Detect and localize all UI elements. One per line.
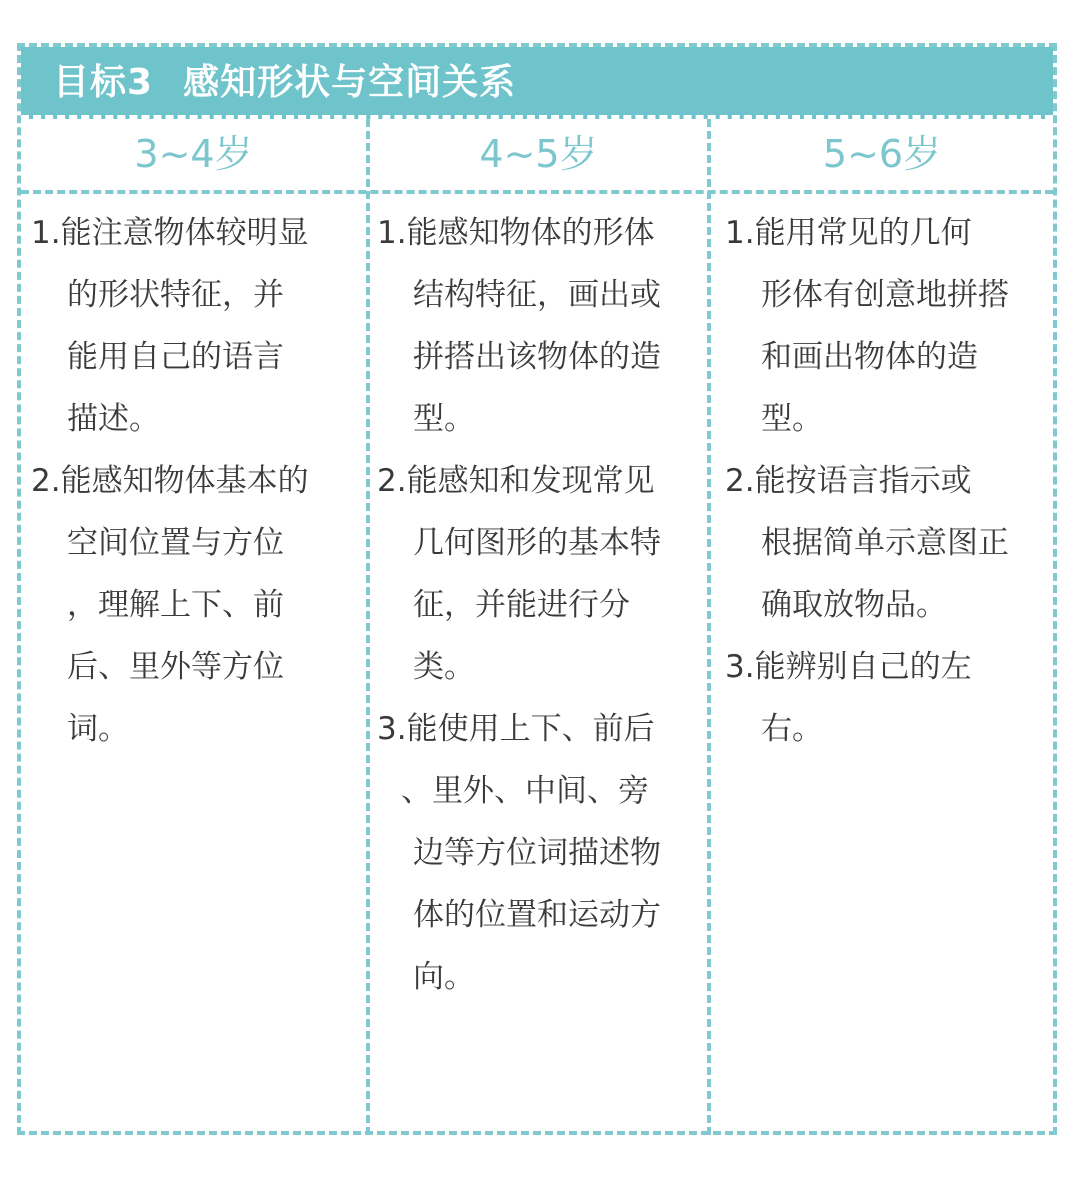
item-line: 3.能辨别自己的左 bbox=[725, 649, 972, 685]
item-line: 的形状特征，并 bbox=[67, 277, 284, 313]
item-line: 2.能感知和发现常见 bbox=[377, 463, 655, 499]
goal-number: 目标3 bbox=[53, 62, 154, 103]
goal-item bbox=[725, 450, 1045, 636]
title-bar bbox=[21, 47, 1053, 119]
table-title bbox=[53, 59, 516, 107]
item-line: 征，并能进行分 bbox=[413, 587, 630, 623]
goal-title: 感知形状与空间关系 bbox=[183, 62, 517, 103]
item-line: 形体有创意地拼搭 bbox=[761, 277, 1009, 313]
item-line: 向。 bbox=[413, 959, 475, 995]
item-line: 右。 bbox=[761, 711, 823, 747]
age-header-3-4: 3~4岁 bbox=[134, 132, 253, 176]
goals-table bbox=[17, 43, 1057, 1135]
age-header-row bbox=[21, 119, 1053, 194]
item-line: 拼搭出该物体的造 bbox=[413, 339, 661, 375]
goal-item bbox=[377, 202, 702, 450]
item-line: 2.能感知物体基本的 bbox=[31, 463, 309, 499]
column-divider bbox=[707, 119, 711, 1135]
item-line: 体的位置和运动方 bbox=[413, 897, 661, 933]
item-line: 1.能注意物体较明显 bbox=[31, 215, 309, 251]
column-3-4 bbox=[31, 202, 361, 760]
item-line: 结构特征，画出或 bbox=[413, 277, 661, 313]
goal-item bbox=[31, 450, 361, 760]
item-line: 空间位置与方位 bbox=[67, 525, 284, 561]
age-header-5-6: 5~6岁 bbox=[822, 132, 942, 176]
item-line: 描述。 bbox=[67, 401, 160, 437]
age-header-4-5: 4~5岁 bbox=[479, 132, 598, 176]
goal-item bbox=[31, 202, 361, 450]
item-line: 后、里外等方位 bbox=[67, 649, 284, 685]
item-line: 和画出物体的造 bbox=[761, 339, 978, 375]
column-4-5 bbox=[377, 202, 702, 1008]
goal-item bbox=[377, 698, 702, 1008]
item-line: 边等方位词描述物 bbox=[413, 835, 661, 871]
item-line: 2.能按语言指示或 bbox=[725, 463, 972, 499]
item-line: 型。 bbox=[761, 401, 823, 437]
item-line: 型。 bbox=[413, 401, 475, 437]
goal-item bbox=[725, 202, 1045, 450]
column-5-6 bbox=[725, 202, 1045, 760]
item-line: 根据简单示意图正 bbox=[761, 525, 1009, 561]
item-line: 确取放物品。 bbox=[761, 587, 947, 623]
column-divider bbox=[366, 119, 370, 1135]
item-line: ，理解上下、前 bbox=[67, 587, 284, 623]
item-line: 1.能感知物体的形体 bbox=[377, 215, 655, 251]
item-line: 词。 bbox=[67, 711, 129, 747]
item-line: 能用自己的语言 bbox=[67, 339, 284, 375]
item-line: 、里外、中间、旁 bbox=[401, 773, 649, 809]
item-line: 几何图形的基本特 bbox=[413, 525, 661, 561]
item-line: 1.能用常见的几何 bbox=[725, 215, 972, 251]
goal-item bbox=[377, 450, 702, 698]
goal-item bbox=[725, 636, 1045, 760]
item-line: 类。 bbox=[413, 649, 475, 685]
item-line: 3.能使用上下、前后 bbox=[377, 711, 655, 747]
